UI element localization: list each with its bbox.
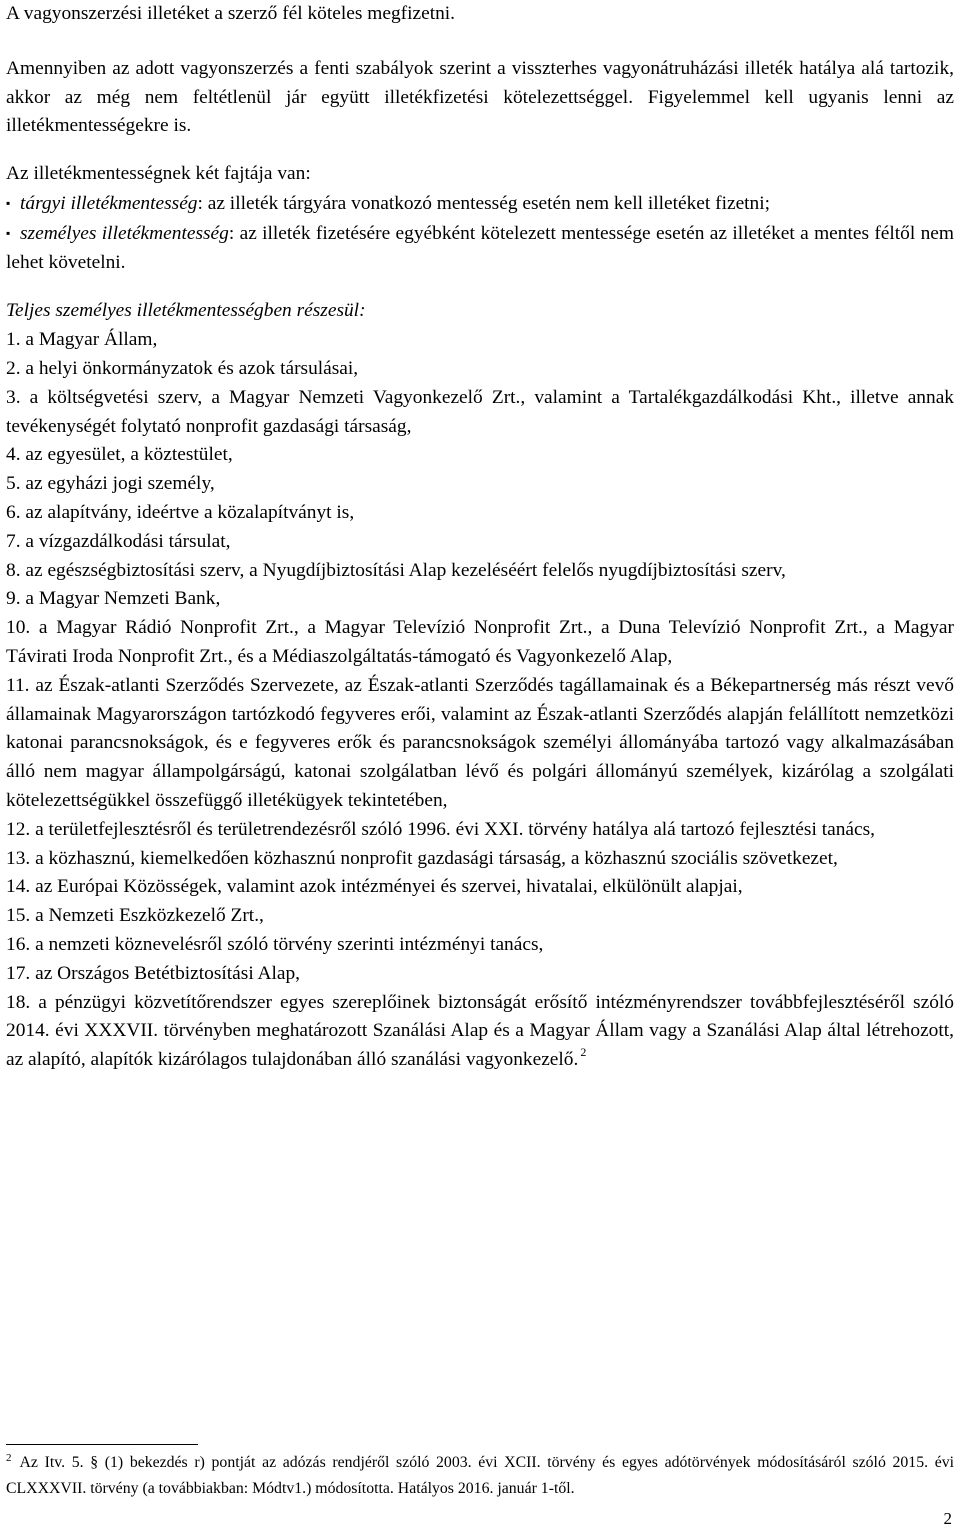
list-item: 10. a Magyar Rádió Nonprofit Zrt., a Magyar Televízió Nonprofit Zrt., a Duna Televízió Nonprofit Zrt., a Magyar Távirati Iroda Nonprofit Zrt., és a Médiaszolgáltatás-támogató és Vagyonkezelő Alap, (6, 617, 954, 667)
document-page (6, 0, 954, 1075)
types-item-material (6, 189, 954, 219)
intro-paragraph: Amennyiben az adott vagyonszerzés a fenti szabályok szerint a visszterhes vagyonátruházási illeték hatálya alá tartozik, akkor az még nem feltétlenül jár együtt illetékfizetési kötelezettséggel. Figyelemmel kell ugyanis lenni az illetékmentességekre is. (6, 57, 954, 137)
types-item-term: tárgyi illetékmentesség (20, 192, 198, 214)
list-item: 17. az Országos Betétbiztosítási Alap, (6, 962, 301, 984)
types-item-text: : az illeték tárgyára vonatkozó mentesség esetén nem kell illetéket fizetni; (197, 192, 771, 214)
list-item: 15. a Nemzeti Eszközkezelő Zrt., (6, 905, 264, 927)
types-heading: Az illetékmentességnek két fajtája van: (6, 163, 311, 185)
list-item: 11. az Észak-atlanti Szerződés Szervezete, az Észak-atlanti Szerződés tagállamainak és a Békepartnerség más részt vevő államainak Magyarországon tartózkodó fegyveres erői, valamint az Észak-atlanti Szerződés alapján felállított nemzetközi katonai parancsnokságok, és e fegyveres erők és parancsnokságok személyi állományába tartozó vagy alkalmazásában álló nem magyar állampolgárságú, katonai szolgálatban lévő és polgári állományú személyek, kizárólag a szolgálati kötelezettségükkel összefüggő illetékügyek tekintetében, (6, 674, 954, 811)
spacer (6, 29, 954, 55)
list-item: 9. a Magyar Nemzeti Bank, (6, 588, 221, 610)
list-item: 4. az egyesület, a köztestület, (6, 444, 233, 466)
list-item: 6. az alapítvány, ideértve a közalapítványt is, (6, 501, 355, 523)
list-item: 8. az egészségbiztosítási szerv, a Nyugdíjbiztosítási Alap kezeléséért felelős nyugdíjbiztosítási szerv, (6, 559, 786, 581)
bullet-icon: ▪ (6, 195, 11, 210)
list-item: 16. a nemzeti köznevelésről szóló törvény szerinti intézményi tanács, (6, 933, 544, 955)
types-item-term: személyes illetékmentesség (20, 222, 229, 244)
list-item: 14. az Európai Közösségek, valamint azok intézményei és szervei, hivatalai, elkülönült alapjai, (6, 876, 743, 898)
list-item: 1. a Magyar Állam, (6, 329, 158, 351)
list-heading (6, 297, 954, 326)
list-item: 2. a helyi önkormányzatok és azok társulásai, (6, 357, 359, 379)
footnote-text: Az Itv. 5. § (1) bekezdés r) pontját az adózás rendjéről szóló 2003. évi XCII. törvény és egyes adótörvények módosításáról szóló 2015. évi CLXXXVII. törvény (a továbbiakban: Módtv1.) módosította. Hatályos 2016. január 1-től. (6, 1454, 954, 1497)
list-item: 7. a vízgazdálkodási társulat, (6, 530, 231, 552)
footnote-reference[interactable]: 2 (580, 1045, 587, 1060)
list-heading-text: Teljes személyes illetékmentességben részesül: (6, 300, 366, 322)
intro-line: A vagyonszerzési illetéket a szerző fél köteles megfizetni. (6, 3, 456, 24)
list-item: 5. az egyházi jogi személy, (6, 473, 215, 495)
list-item-text: 18. a pénzügyi közvetítőrendszer egyes szereplőinek biztonságát erősítő intézményrendszer továbbfejlesztéséről szóló 2014. évi XXXVII. törvényben meghatározott Szanálási Alap és a Magyar Állam vagy a Szanálási Alap által létrehozott, az alapító, alapítók kizárólagos tulajdonában álló szanálási vagyonkezelő. (6, 991, 954, 1071)
list-item: 13. a közhasznú, kiemelkedően közhasznú nonprofit gazdasági társaság, a közhasznú szociális szövetkezet, (6, 847, 838, 869)
bullet-icon: ▪ (6, 225, 11, 240)
footnote (6, 1450, 954, 1501)
types-item-text: : az illeték fizetésére egyébként kötelezett mentessége esetén az illetéket a mentes féltől nem lehet követelni. (6, 222, 954, 273)
types-item-personal (6, 219, 954, 278)
footnote-marker: 2 (6, 1452, 12, 1464)
spacer (6, 277, 954, 297)
spacer (6, 141, 954, 160)
page-number: 2 (943, 1509, 952, 1528)
list-item: 12. a területfejlesztésről és területrendezésről szóló 1996. évi XXI. törvény hatálya alá tartozó fejlesztési tanács, (6, 818, 875, 840)
footnote-separator (6, 1444, 198, 1445)
list-item: 3. a költségvetési szerv, a Magyar Nemzeti Vagyonkezelő Zrt., valamint a Tartalékgazdálkodási Kht., illetve annak tevékenységét folytató nonprofit gazdasági társaság, (6, 386, 954, 437)
list-item-last (6, 989, 954, 1075)
